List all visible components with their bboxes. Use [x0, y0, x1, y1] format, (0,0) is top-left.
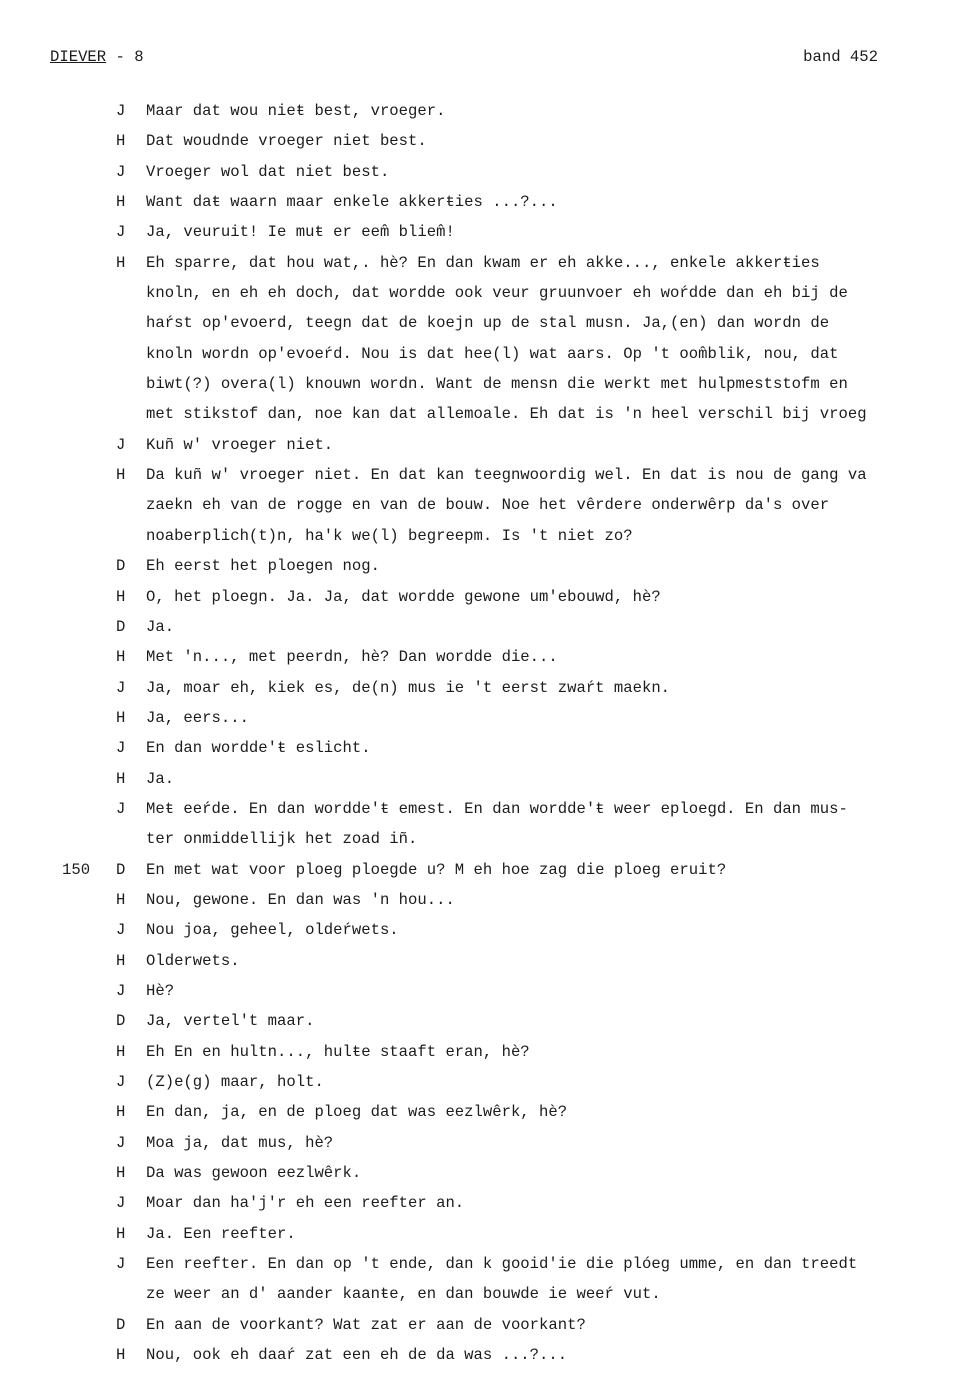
transcript-line [0, 612, 966, 642]
line-text: knoln wordn op'evoeŕd. Nou is dat hee(l) wat aars. Op 't oom̂blik, nou, dat [146, 344, 839, 363]
line-text: En dan wordde'ŧ eslicht. [146, 739, 371, 758]
transcript-line [0, 430, 966, 460]
line-text: biwt(?) overa(l) knouwn wordn. Want de mensn die werkt met hulpmeststofm en [146, 375, 848, 394]
transcript-line [0, 551, 966, 581]
transcript-line [0, 521, 966, 551]
speaker-label: D [116, 617, 126, 636]
transcript-line [0, 1188, 966, 1218]
speaker-label: J [116, 223, 126, 242]
transcript-line [0, 764, 966, 794]
transcript-line [0, 642, 966, 672]
line-text: Ja, eers... [146, 708, 249, 727]
transcript-line [0, 187, 966, 217]
speaker-label: J [116, 102, 126, 120]
transcript-line [0, 855, 966, 885]
line-text: En dan, ja, en de ploeg dat was eezlwêrk, hè? [146, 1103, 568, 1122]
line-text: haŕst op'evoerd, teegn dat de koejn up de stal musn. Ja,(en) dan wordn de [146, 314, 830, 333]
transcript-line [0, 733, 966, 763]
transcript-line [0, 703, 966, 733]
transcript-line [0, 1097, 966, 1127]
speaker-label: J [116, 921, 126, 940]
line-text: Eh En en hultn..., hulŧe staaft eran, hè? [146, 1042, 530, 1061]
line-number: 150 [62, 860, 91, 879]
line-text: Olderwets. [146, 951, 240, 970]
line-text: Moa ja, dat mus, hè? [146, 1133, 334, 1152]
speaker-label: D [116, 860, 126, 879]
line-text: Ja, vertel't maar. [146, 1012, 315, 1031]
transcript-line [0, 1249, 966, 1279]
speaker-label: J [116, 162, 126, 181]
transcript-line [0, 946, 966, 976]
line-text: (Z)e(g) maar, holt. [146, 1073, 324, 1091]
speaker-label: H [116, 951, 126, 970]
line-text: En aan de voorkant? Wat zat er aan de voorkant? [146, 1315, 586, 1334]
line-text: Ja. [146, 769, 175, 788]
transcript-line [0, 824, 966, 854]
line-text: Want daŧ waarn maar enkele akkerŧies ...?... [146, 193, 558, 212]
transcript-line [0, 1219, 966, 1249]
speaker-label: J [116, 678, 126, 697]
transcript [0, 96, 966, 1370]
line-text: met stikstof dan, noe kan dat allemoale. Eh dat is 'n heel verschil bij vroeg [146, 405, 867, 424]
speaker-label: H [116, 587, 126, 606]
line-text: Ja. [146, 617, 175, 636]
transcript-line [0, 1006, 966, 1036]
line-text: Nou joa, geheel, oldeŕwets. [146, 921, 399, 940]
transcript-line [0, 1340, 966, 1370]
transcript-line [0, 1279, 966, 1309]
transcript-line [0, 976, 966, 1006]
speaker-label: H [116, 1224, 126, 1243]
transcript-line [0, 1158, 966, 1188]
transcript-line [0, 885, 966, 915]
speaker-label: J [116, 739, 126, 758]
line-text: noaberplich(t)n, ha'k we(l) begreepm. Is 't niet zo? [146, 526, 633, 545]
speaker-label: H [116, 253, 126, 272]
line-text: Ja, veuruit! Ie muŧ er eem̂ bliem̂! [146, 223, 455, 242]
transcript-line [0, 278, 966, 308]
line-text: ter onmiddellijk het zoad iñ. [146, 830, 418, 849]
speaker-label: H [116, 708, 126, 727]
line-text: Meŧ eeŕde. En dan wordde'ŧ emest. En dan wordde'ŧ weer eploegd. En dan mus- [146, 799, 848, 818]
line-text: Ja. Een reefter. [146, 1224, 296, 1243]
page-number: - 8 [106, 48, 144, 66]
line-text: Nou, ook eh daaŕ zat een eh de da was ...?... [146, 1346, 568, 1365]
transcript-line [0, 794, 966, 824]
line-text: ze weer an d' aander kaanŧe, en dan bouwde ie weeŕ vut. [146, 1285, 661, 1304]
line-text: Een reefter. En dan op 't ende, dan k gooid'ie die plóeg umme, en dan treedt [146, 1255, 858, 1274]
line-text: Da was gewoon eezlwêrk. [146, 1164, 362, 1183]
speaker-label: J [116, 1255, 126, 1274]
line-text: Moar dan ha'j'r eh een reefter an. [146, 1194, 465, 1213]
line-text: Vroeger wol dat niet best. [146, 162, 390, 181]
transcript-line [0, 490, 966, 520]
transcript-line [0, 460, 966, 490]
transcript-line [0, 1037, 966, 1067]
transcript-line [0, 248, 966, 278]
transcript-line [0, 126, 966, 156]
page-header [50, 48, 878, 72]
line-text: Nou, gewone. En dan was 'n hou... [146, 890, 455, 909]
speaker-label: H [116, 132, 126, 151]
transcript-line [0, 1067, 966, 1097]
transcript-line [0, 915, 966, 945]
line-text: Maar dat wou nieŧ best, vroeger. [146, 102, 446, 120]
speaker-label: H [116, 1103, 126, 1122]
speaker-label: J [116, 981, 126, 1000]
speaker-label: J [116, 1194, 126, 1213]
line-text: Dat woudnde vroeger niet best. [146, 132, 427, 151]
speaker-label: H [116, 1042, 126, 1061]
transcript-line [0, 1310, 966, 1340]
document-title: DIEVER - 8 [50, 48, 144, 66]
speaker-label: J [116, 435, 126, 454]
band-number: band 452 [803, 48, 878, 66]
transcript-line [0, 673, 966, 703]
speaker-label: H [116, 769, 126, 788]
speaker-label: D [116, 1012, 126, 1031]
speaker-label: J [116, 1133, 126, 1152]
speaker-label: H [116, 466, 126, 485]
transcript-line [0, 308, 966, 338]
transcript-line [0, 369, 966, 399]
line-text: zaekn eh van de rogge en van de bouw. Noe het vêrdere onderwêrp da's over [146, 496, 830, 515]
speaker-label: H [116, 193, 126, 212]
line-text: En met wat voor ploeg ploegde u? M eh hoe zag die ploeg eruit? [146, 860, 727, 879]
speaker-label: H [116, 648, 126, 667]
line-text: O, het ploegn. Ja. Ja, dat wordde gewone um'ebouwd, hè? [146, 587, 661, 606]
line-text: Eh sparre, dat hou wat,. hè? En dan kwam er eh akke..., enkele akkerŧies [146, 253, 820, 272]
transcript-line [0, 582, 966, 612]
speaker-label: D [116, 557, 126, 576]
line-text: Da kuñ w' vroeger niet. En dat kan teegnwoordig wel. En dat is nou de gang va [146, 466, 867, 485]
speaker-label: H [116, 1346, 126, 1365]
speaker-label: J [116, 799, 126, 818]
transcript-line [0, 399, 966, 429]
transcript-line [0, 217, 966, 247]
line-text: Kuñ w' vroeger niet. [146, 435, 334, 454]
speaker-label: H [116, 890, 126, 909]
transcript-line [0, 157, 966, 187]
line-text: Met 'n..., met peerdn, hè? Dan wordde die... [146, 648, 558, 667]
speaker-label: H [116, 1164, 126, 1183]
line-text: Ja, moar eh, kiek es, de(n) mus ie 't eerst zwaŕt maekn. [146, 678, 671, 697]
transcript-line [0, 96, 966, 126]
speaker-label: J [116, 1073, 126, 1091]
speaker-label: D [116, 1315, 126, 1334]
transcript-line [0, 339, 966, 369]
transcript-line [0, 1128, 966, 1158]
line-text: Hè? [146, 981, 175, 1000]
line-text: Eh eerst het ploegen nog. [146, 557, 380, 576]
line-text: knoln, en eh eh doch, dat wordde ook veur gruunvoer eh woŕdde dan eh bij de [146, 284, 848, 303]
